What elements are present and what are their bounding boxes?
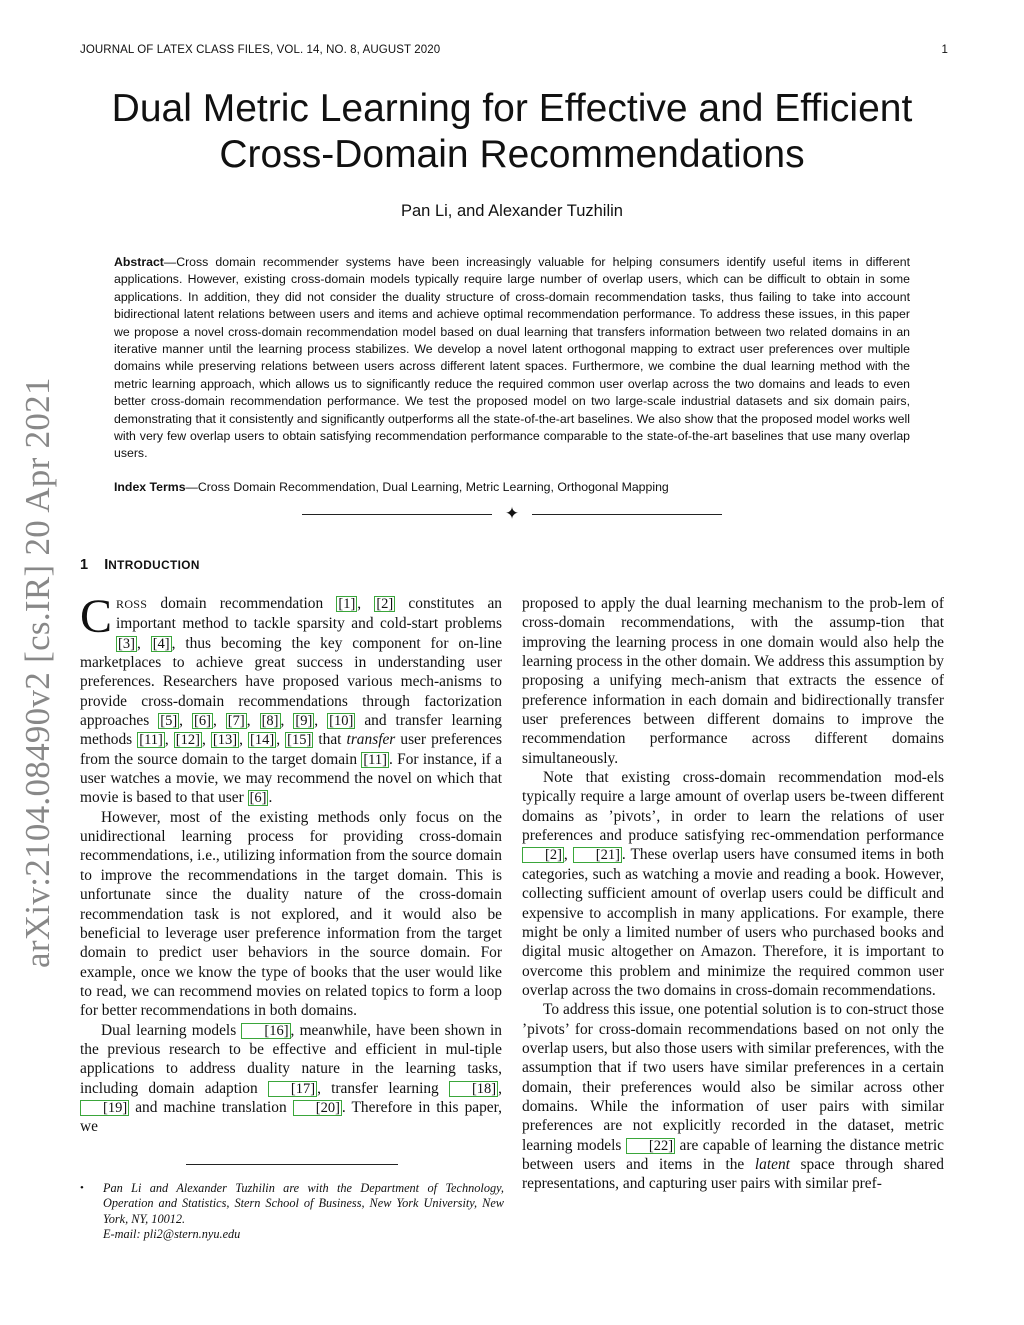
page-number: 1 bbox=[941, 44, 948, 56]
affiliation-footnote bbox=[80, 1181, 504, 1242]
paper-title: Dual Metric Learning for Effective and Efficient Cross-Domain Recommendations bbox=[111, 87, 913, 176]
citation-link[interactable]: [2] bbox=[376, 596, 394, 612]
index-terms bbox=[114, 480, 910, 494]
author-list: Pan Li, and Alexander Tuzhilin bbox=[401, 202, 623, 220]
footnote-bullet: • bbox=[80, 1182, 84, 1194]
drop-cap: C bbox=[80, 590, 113, 643]
citation-link[interactable]: [1] bbox=[338, 596, 356, 612]
citation-link[interactable]: [6] bbox=[249, 790, 267, 807]
citation-link[interactable]: [9] bbox=[295, 713, 313, 730]
citation-link[interactable]: [18] bbox=[449, 1081, 498, 1097]
divider-line-right bbox=[532, 514, 722, 515]
citation-link[interactable]: [3] bbox=[118, 635, 135, 652]
footnote-affiliation: Pan Li and Alexander Tuzhilin are with the Department of Technology, Operation and Statistics, Stern School of Business, New York University, New York, NY, 10012. bbox=[103, 1181, 504, 1226]
footnote-rule bbox=[186, 1164, 398, 1165]
section-heading-introduction bbox=[80, 557, 200, 573]
divider-line-left bbox=[302, 514, 492, 515]
citation-link[interactable]: [16] bbox=[241, 1023, 290, 1039]
citation-link[interactable]: [11] bbox=[363, 751, 387, 768]
section-divider bbox=[302, 505, 722, 525]
citation-link[interactable]: [22] bbox=[626, 1138, 675, 1154]
section-title-rest: NTRODUCTION bbox=[108, 558, 200, 572]
footnote-email[interactable]: E-mail: pli2@stern.nyu.edu bbox=[103, 1226, 241, 1241]
citation-link[interactable]: [15] bbox=[287, 732, 312, 749]
citation-link[interactable]: [8] bbox=[261, 713, 279, 730]
citation-link[interactable]: [5] bbox=[160, 713, 178, 730]
paragraph: Dual learning models [16] , meanwhile, have been shown in the previous research to be effective and efficient in mul-tiple applications to address duality nature in the learning tasks, including domain adaption [17] , transfer learning [18] , [19] and machine translation [20] . Therefore in this paper, we bbox=[80, 1021, 502, 1136]
citation-link[interactable]: [21] bbox=[573, 847, 622, 863]
journal-name: JOURNAL OF LATEX CLASS FILES, VOL. 14, NO. 8, AUGUST 2020 bbox=[80, 44, 441, 56]
arxiv-watermark: arXiv:2104.08490v2 [cs.IR] 20 Apr 2021 bbox=[18, 377, 57, 968]
citation-link[interactable]: [19] bbox=[80, 1100, 129, 1116]
text-column-right bbox=[522, 594, 944, 1194]
abstract bbox=[114, 254, 910, 463]
section-title-initial: I bbox=[104, 557, 109, 573]
divider-star-icon: ✦ bbox=[504, 504, 520, 523]
paragraph: However, most of the existing methods only focus on the unidirectional learning process for providing cross-domain recommendations, i.e., utilizing information from the source domain to improve the recommendations in the target domain. This is unfortunate since the duality nature of the cross-domain recommendation task is not explored, and it would also be beneficial to leverage user preference information from the target domain to predict user behaviors in the source domain. For example, once we know the type of books that the user would like to read, we can recommend movies on related topics to form a loop for better recommendations in both domains. bbox=[80, 808, 502, 1020]
citation-link[interactable]: [6] bbox=[194, 713, 211, 730]
index-terms-label: Index Terms bbox=[114, 480, 186, 494]
citation-link[interactable]: [2] bbox=[522, 847, 564, 863]
citation-link[interactable]: [12] bbox=[175, 732, 200, 749]
paragraph: Note that existing cross-domain recommendation mod-els typically require a large amount of overlap users be-tween different domains as ’pivots’, in order to learn the relations of user preferences and produce satisfying rec-ommendation performance [2] , [21] . These overlap users have consumed items in both categories, such as watching a movie and reading a book. However, collecting sufficient amount of overlap users could be difficult and expensive to accomplish in many applications. For example, there might be only a limited number of users who purchased books and digital music altogether on Amazon. Therefore, it is important to overcome this problem and minimize the required common user overlap across the two domains in cross-domain recommendations. bbox=[522, 769, 944, 999]
citation-link[interactable]: [14] bbox=[250, 732, 275, 749]
index-terms-text: —Cross Domain Recommendation, Dual Learning, Metric Learning, Orthogonal Mapping bbox=[185, 480, 669, 494]
paragraph: To address this issue, one potential solution is to con-struct those ’pivots’ for cross-domain recommendations based on not only the overlap users, but also those users with similar preferences, with the assumption that if two users have similar preferences in a certain domain, their preferences would also be similar across other domains. While the information of user pairs with similar preferences are not explicitly recorded in the dataset, metric learning models [22] are capable of learning the distance metric between users and items in the latent space through shared representations, and capturing user pairs with similar pref- bbox=[522, 1001, 944, 1193]
paragraph: CROSS domain recommendation [1] , [2] constitutes an important method to tackle sparsity and cold-start problems [3] , [4] , thus becoming the key component for on-line marketplaces to achieve great success in understanding user preferences. Researchers have proposed various mech-anisms to provide cross-domain recommendations through factorization approaches [5] , [6] , [7] , [8] , [9] , [10] and transfer learning methods [11] , [12] , [13] , [14] , [15] that transfer user preferences from the source domain to the target domain [11] . For instance, if a user watches a movie, we may recommend the novel on which that movie is based to that user [6] . bbox=[80, 590, 503, 807]
citation-link[interactable]: [4] bbox=[152, 635, 170, 652]
text-column-left bbox=[80, 590, 503, 1137]
abstract-text: —Cross domain recommender systems have been increasingly valuable for helping consumers identify useful items in different applications. However, existing cross-domain models typically require large number of overlap users, which can be difficult to obtain in some applications. In addition, they did not consider the duality structure of cross-domain recommendation tasks, thus failing to take into account bidirectional latent relations between users and items and achieve optimal recommendation performance. To address these issues, in this paper we propose a novel cross-domain recommendation model based on dual learning that transfers information between two related domains in an iterative manner until the learning process stabilizes. We develop a novel latent orthogonal mapping to extract user preferences over multiple domains while preserving relations between users across different latent spaces. Furthermore, we combine the dual learning method with the metric learning approach, which allows us to significantly reduce the required common user overlap across the two domains and leads to even better cross-domain recommendation performance. We test the proposed model on two large-scale industrial datasets and six domain pairs, demonstrating that it consistently and significantly outperforms all the state-of-the-art baselines. We also show that the proposed model works well with very few overlap users to obtain satisfying recommendation performance comparable to the state-of-the-art baselines that use many overlap users. bbox=[114, 255, 910, 461]
running-header bbox=[80, 44, 948, 56]
section-number: 1 bbox=[80, 557, 89, 573]
citation-link[interactable]: [17] bbox=[268, 1081, 317, 1097]
citation-link[interactable]: [13] bbox=[212, 732, 238, 749]
citation-link[interactable]: [11] bbox=[139, 732, 163, 749]
citation-link[interactable]: [20] bbox=[293, 1100, 342, 1116]
citation-link[interactable]: [7] bbox=[227, 713, 245, 730]
citation-link[interactable]: [10] bbox=[329, 713, 354, 730]
abstract-label: Abstract bbox=[114, 255, 164, 269]
paragraph: proposed to apply the dual learning mechanism to the prob-lem of cross-domain recommendations, with the assump-tion that improving the learning process in one domain would also help the learning process in the other domain. We address this assumption by proposing a unifying mech-anism that extracts the essence of preference information in each domain and bidirectionally transfer user preferences between different domains to improve the recommendation performance across different domains simultaneously. bbox=[522, 595, 944, 767]
